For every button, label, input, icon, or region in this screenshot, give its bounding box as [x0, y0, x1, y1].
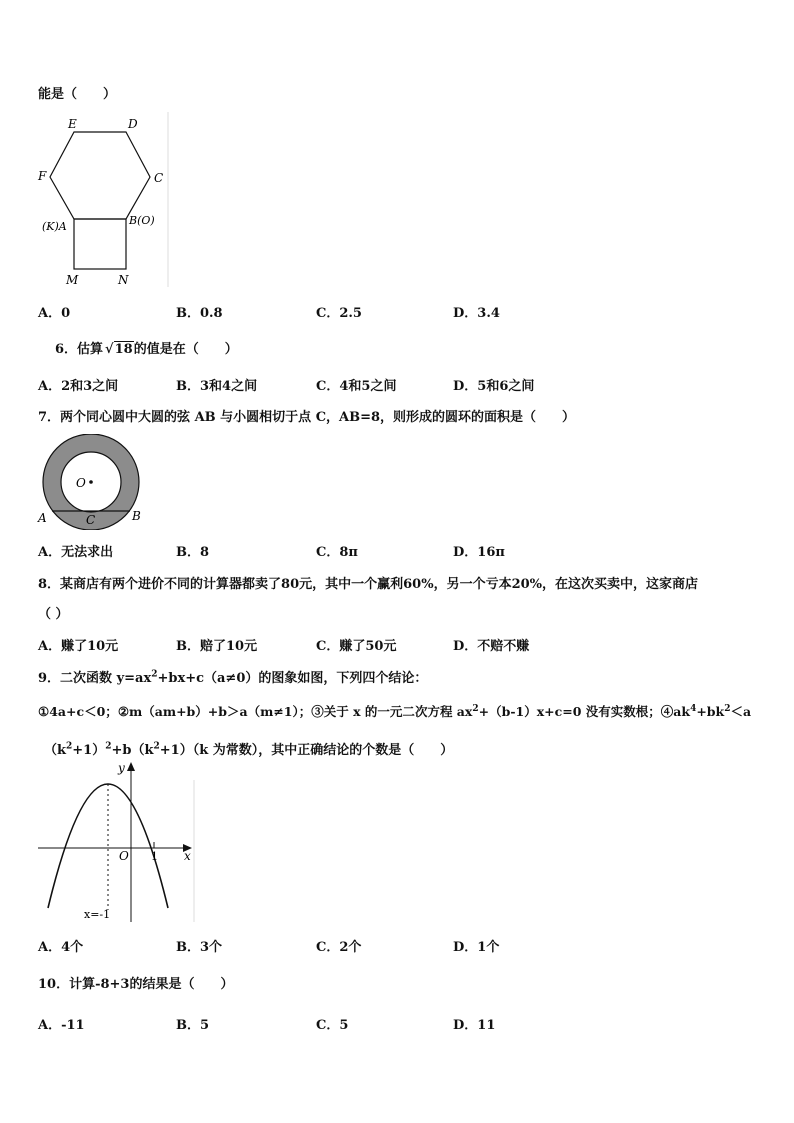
sup-2: 2: [472, 703, 479, 714]
q6-option-b[interactable]: B．3和4之间: [176, 379, 258, 394]
q6-option-d[interactable]: D．5和6之间: [453, 379, 535, 394]
conclusion-4-marker: ④: [660, 704, 674, 719]
conclusion-4c: ＜a: [730, 704, 752, 719]
q8-stem: 8．某商店有两个进价不同的计算器都卖了80元，其中一个赢利60%，另一个亏本20%，在这次买卖中，这家商店: [38, 577, 699, 592]
q6-radicand: 18: [114, 342, 133, 357]
q8-blank: （ ）: [38, 607, 69, 622]
line3-a: （k: [44, 743, 67, 758]
annulus-figure: [36, 434, 156, 530]
parabola-figure: [36, 760, 201, 926]
sup-4: 4: [690, 703, 697, 714]
q5-option-a[interactable]: A．0: [38, 306, 71, 321]
hexagon-square-figure: [36, 112, 176, 292]
q7-option-a[interactable]: A．无法求出: [38, 545, 114, 560]
sup-2c: 2: [66, 741, 73, 752]
q10-option-b[interactable]: B．5: [176, 1018, 210, 1033]
sup-2b: 2: [724, 703, 731, 714]
q9-option-d[interactable]: D．1个: [453, 940, 500, 955]
label-O: O: [119, 849, 129, 863]
line3-c: +b（k: [111, 743, 154, 758]
q9-stem-mid: +bx+c（a≠0）的图象如图，下列四个结论：: [157, 671, 428, 686]
label-A: A: [38, 511, 47, 525]
sqrt-symbol: √18: [105, 342, 133, 357]
q9-option-c[interactable]: C．2个: [316, 940, 362, 955]
conclusion-2: m（am+b）+b＞a（m≠1）；: [129, 704, 312, 719]
q5-stem-tail: 能是（ ）: [38, 87, 117, 102]
q10-option-d[interactable]: D．11: [453, 1018, 496, 1033]
q7-option-c[interactable]: C．8π: [316, 545, 358, 560]
q9-conclusions-line: [38, 702, 751, 720]
q6-prefix: 6．估算: [55, 342, 104, 357]
q6-stem: [55, 338, 238, 357]
q10-stem: 10．计算-8+3的结果是（ ）: [38, 977, 234, 992]
conclusion-4b: +bk: [696, 704, 725, 719]
q10-option-a[interactable]: A．-11: [38, 1018, 85, 1033]
label-C: C: [86, 513, 96, 527]
line3-d: +1）（k 为常数），其中正确结论的个数是（ ）: [159, 743, 454, 758]
q7-stem: 7．两个同心圆中大圆的弦 AB 与小圆相切于点 C，AB=8，则形成的圆环的面积是（ ）: [38, 410, 576, 425]
label-F: F: [38, 169, 47, 183]
q7-option-d[interactable]: D．16π: [453, 545, 505, 560]
conclusion-3-marker: ③: [311, 704, 324, 719]
label-y: y: [118, 761, 125, 775]
q9-stem: [38, 667, 427, 686]
label-axis: x=-1: [84, 908, 111, 921]
label-E: E: [68, 117, 77, 131]
q9-sup: 2: [151, 669, 158, 680]
q10-option-c[interactable]: C．5: [316, 1018, 349, 1033]
q7-option-b[interactable]: B．8: [176, 545, 210, 560]
label-D: D: [128, 117, 138, 131]
line3-b: +1）: [72, 743, 106, 758]
label-B: B: [132, 509, 141, 523]
sup-2d: 2: [105, 741, 112, 752]
label-1: 1: [151, 850, 158, 863]
conclusion-2-marker: ②: [117, 704, 130, 719]
q8-option-a[interactable]: A．赚了10元: [38, 639, 119, 654]
q6-option-a[interactable]: A．2和3之间: [38, 379, 119, 394]
label-BO: B(O): [129, 214, 155, 227]
conclusion-4: ak: [673, 704, 691, 719]
label-x: x: [184, 849, 191, 863]
q6-option-c[interactable]: C．4和5之间: [316, 379, 397, 394]
q9-option-b[interactable]: B．3个: [176, 940, 223, 955]
q9-line3: [44, 739, 453, 758]
label-M: M: [66, 273, 79, 287]
conclusion-3b: +（b-1）x+c=0 没有实数根；: [478, 704, 661, 719]
conclusion-1: 4a+c＜0；: [49, 704, 118, 719]
sup-2e: 2: [153, 741, 160, 752]
q9-stem-start: 9．二次函数 y=ax: [38, 671, 152, 686]
conclusion-3: 关于 x 的一元二次方程 ax: [323, 704, 473, 719]
q5-option-c[interactable]: C．2.5: [316, 306, 362, 321]
label-C: C: [154, 171, 164, 185]
q8-option-c[interactable]: C．赚了50元: [316, 639, 397, 654]
q8-option-d[interactable]: D．不赔不赚: [453, 639, 530, 654]
q5-option-b[interactable]: B．0.8: [176, 306, 223, 321]
label-KA: (K)A: [42, 220, 67, 233]
q5-option-d[interactable]: D．3.4: [453, 306, 500, 321]
q8-option-b[interactable]: B．赔了10元: [176, 639, 258, 654]
label-O: O: [76, 476, 86, 490]
conclusion-1-marker: ①: [38, 704, 50, 719]
q6-suffix: 的值是在（ ）: [133, 342, 238, 357]
label-N: N: [118, 273, 129, 287]
q9-option-a[interactable]: A．4个: [38, 940, 84, 955]
